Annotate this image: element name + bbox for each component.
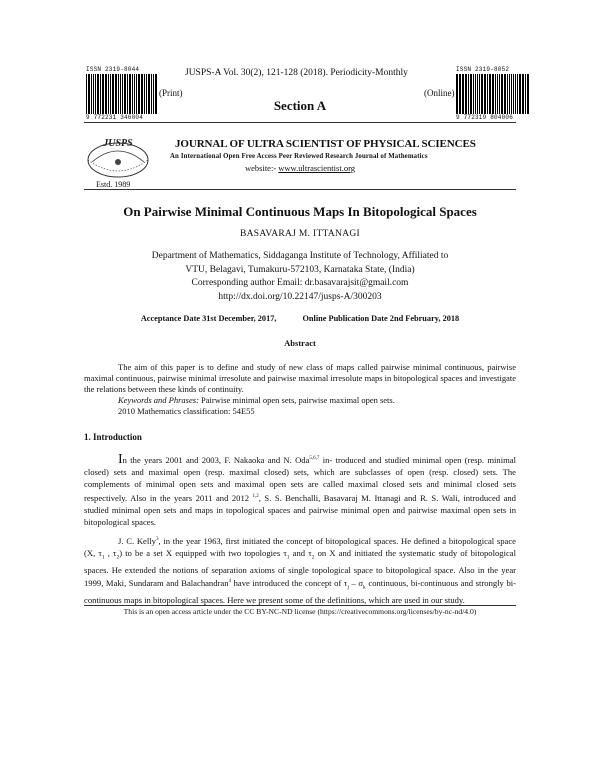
author-email: Corresponding author Email: dr.basavarajsit@gmail.com (191, 278, 409, 289)
keywords-label: Keywords and Phrases: (118, 395, 199, 405)
abstract-heading: Abstract (284, 338, 316, 348)
article-title: On Pairwise Minimal Continuous Maps In Bitopological Spaces (123, 204, 477, 219)
author-affiliation (0, 250, 600, 304)
barcode-print-number: 9 772231 346004 (86, 114, 144, 121)
online-label: (Online) (424, 88, 455, 98)
intro-paragraph-1: In the years 2001 and 2003, F. Nakaoka and N. Oda$^{5,6,7}$ in- troduced and studied minimal open (resp. minimal closed) sets and maximal open (resp. maximal closed) sets, which are subclasses of open (resp. closed) sets. The complements of minimal open sets and maximal open sets are called maximal closed sets and minimal closed sets respectively. Also in the years 2011 and 2012 $^{1,2}$, S. S. Benchalli, Basavaraj M. Ittanagi and R. S. Wali, introduced and studied minimal open sets and maps in topological spaces and pairwise minimal open and pairwise maximal open sets in bitopological spaces. (84, 451, 517, 528)
journal-website (0, 163, 600, 173)
section-title: Section A (273, 98, 327, 113)
website-label: website:- (244, 163, 279, 173)
msc-classification: 2010 Mathematics classification: 54E55 (118, 406, 255, 416)
header-rule (84, 122, 516, 123)
article-author: BASAVARAJ M. ITTANAGI (240, 229, 360, 239)
abstract-text: The aim of this paper is to define and study of new class of maps called pairwise minimal continuous, pairwise maximal continuous, pairwise minimal irresolute and pairwise maximal irresolute maps in bitopological spaces and investigate the relations between these kinds of continuity. (84, 362, 516, 394)
website-link[interactable]: www.ultrascientist.org (278, 163, 356, 173)
established-year: Estd. 1989 (96, 180, 131, 189)
barcode-print-issn: ISSN 2319-8044 (86, 66, 140, 73)
article-dates (0, 314, 600, 323)
affiliation-line-2: VTU, Belagavi, Tumakuru-572103, Karnataka State, (India) (185, 264, 415, 275)
affiliation-line-1: Department of Mathematics, Siddaganga Institute of Technology, Affiliated to (151, 251, 449, 261)
dropcap: I (118, 451, 123, 467)
abstract-body (84, 362, 516, 417)
barcode-online-issn: ISSN 2319-8052 (456, 66, 510, 73)
intro-paragraph-2: J. C. Kelly$^3$, in the year 1963, first initiated the concept of bitopological spaces. He defined a bitopological space (X, $\tau_1$ , $\tau_2$) to be a set X equipped with two topologies $\tau_1$ and $\tau_2$ on X and initiated the systematic study of bitopological spaces. He extended the notions of separation axioms of single topological space to bitopological space. Also in the year 1999, Maki, Sundaram and Balachandran$^4$ have introduced the concept of $\tau_j - \sigma_k$ continuous, bi-continuous and strongly bi-continuous maps in bitopological spaces. Here we present some of the definitions, which are used in our study. (84, 535, 516, 606)
journal-citation: JUSPS-A Vol. 30(2), 121-128 (2018). Periodicity-Monthly (185, 68, 408, 78)
acceptance-date: Acceptance Date 31st December, 2017, (140, 314, 277, 323)
barcode-online-number: 9 772319 804006 (456, 114, 514, 121)
license-footer: This is an open access article under the CC BY-NC-ND license (https://creativecommons.org/licenses/by-nc-nd/4.0) (123, 607, 477, 616)
keywords (84, 395, 516, 406)
publication-date: Online Publication Date 2nd February, 2018 (302, 314, 460, 323)
keywords-list: Pairwise minimal open sets, pairwise maximal open sets. (198, 395, 395, 405)
journal-rule (84, 189, 516, 190)
footer-rule (84, 605, 516, 606)
article-doi[interactable]: http://dx.doi.org/10.22147/jusps-A/300203 (218, 291, 382, 302)
journal-name: JOURNAL OF ULTRA SCIENTIST OF PHYSICAL SCIENCES (175, 138, 476, 150)
print-label: (Print) (159, 88, 183, 98)
introduction-heading: 1. Introduction (84, 432, 142, 442)
logo-text: JUSPS (103, 138, 133, 149)
journal-subtitle: An International Open Free Access Peer Reviewed Research Journal of Mathematics (170, 153, 428, 160)
